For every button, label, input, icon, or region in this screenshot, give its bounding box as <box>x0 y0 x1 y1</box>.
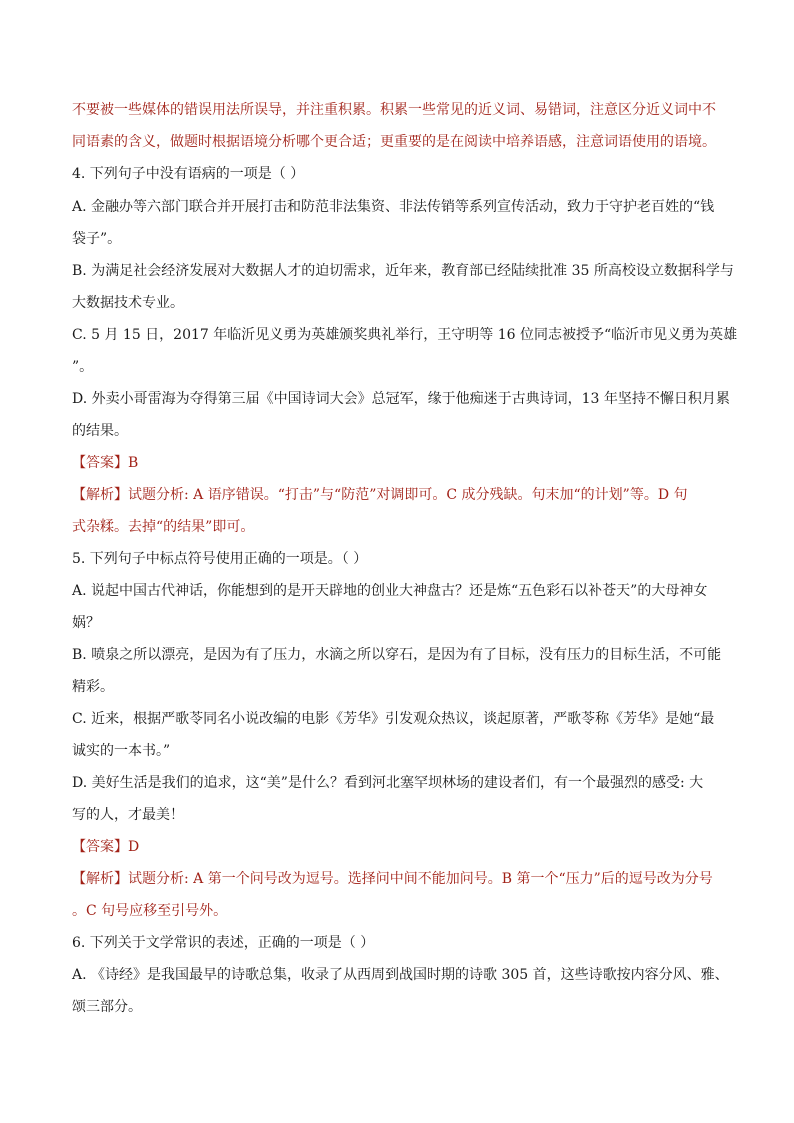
option-a: A. 《诗经》是我国最早的诗歌总集，收录了从西周到战国时期的诗歌 305 首，这些诗歌按内容分风、雅、 <box>72 967 729 983</box>
question-6: 6. 下列关于文学常识的表述，正确的一项是（ ） <box>72 935 375 951</box>
answer-tag: 【答案】 <box>72 455 128 471</box>
text-line: ”。 <box>72 359 94 375</box>
answer-line: 【答案】D <box>72 839 140 855</box>
answer-line: 【答案】B <box>72 455 139 471</box>
text-line: 袋子”。 <box>72 231 122 247</box>
answer-tag: 【答案】 <box>72 839 128 855</box>
option-c: C. 近来，根据严歌苓同名小说改编的电影《芳华》引发观众热议，谈起原著，严歌苓称《芳华》是她“最 <box>72 711 715 727</box>
option-c: C. 5 月 15 日，2017 年临沂见义勇为英雄颁奖典礼举行，王守明等 16 位同志被授予“临沂市见义勇为英雄 <box>72 327 738 343</box>
question-4: 4. 下列句子中没有语病的一项是（ ） <box>72 166 305 182</box>
text-line: 大数据技术专业。 <box>72 295 184 311</box>
text-line: 颂三部分。 <box>72 999 142 1015</box>
option-d: D. 外卖小哥雷海为夺得第三届《中国诗词大会》总冠军，缘于他痴迷于古典诗词，13 年坚持不懈日积月累 <box>72 391 730 407</box>
text-line: 精彩。 <box>72 679 114 695</box>
text-line: 诚实的一本书。” <box>72 743 171 759</box>
option-d: D. 美好生活是我们的追求，这“美”是什么？看到河北塞罕坝林场的建设者们，有一个最强烈的感受: 大 <box>72 775 704 791</box>
text-line: 娲？ <box>72 615 100 631</box>
text-line: 写的人，才最美！ <box>72 807 184 823</box>
question-5: 5. 下列句子中标点符号使用正确的一项是。（ ） <box>72 551 368 567</box>
text-line: 式杂糅。去掉“的结果”即可。 <box>72 519 255 535</box>
analysis-line: 【解析】试题分析: A 第一个问号改为逗号。选择问中间不能加问号。B 第一个“压力”后的逗号改为分号 <box>72 871 713 887</box>
text-line: 。C 句号应移至引号外。 <box>72 903 228 919</box>
analysis-line: 【解析】试题分析: A 语序错误。“打击”与“防范”对调即可。C 成分残缺。句末加“的计划”等。D 句 <box>72 487 688 503</box>
text-line: 不要被一些媒体的错误用法所误导，并注重积累。积累一些常见的近义词、易错词，注意区分近义词中不 <box>72 102 716 118</box>
analysis-tag: 【解析】 <box>72 487 128 503</box>
analysis-tag: 【解析】 <box>72 871 128 887</box>
option-b: B. 喷泉之所以漂亮，是因为有了压力，水滴之所以穿石，是因为有了目标，没有压力的目标生活，不可能 <box>72 647 722 663</box>
option-a: A. 说起中国古代神话，你能想到的是开天辟地的创业大神盘古？还是炼“五色彩石以补苍天”的大母神女 <box>72 583 708 599</box>
option-b: B. 为满足社会经济发展对大数据人才的迫切需求，近年来，教育部已经陆续批准 35 所高校设立数据科学与 <box>72 263 734 279</box>
text-line: 同语素的含义，做题时根据语境分析哪个更合适；更重要的是在阅读中培养语感，注意词语使用的语境。 <box>72 134 716 150</box>
option-a: A. 金融办等六部门联合并开展打击和防范非法集资、非法传销等系列宣传活动，致力于守护老百姓的“钱 <box>72 199 715 215</box>
text-line: 的结果。 <box>72 423 128 439</box>
